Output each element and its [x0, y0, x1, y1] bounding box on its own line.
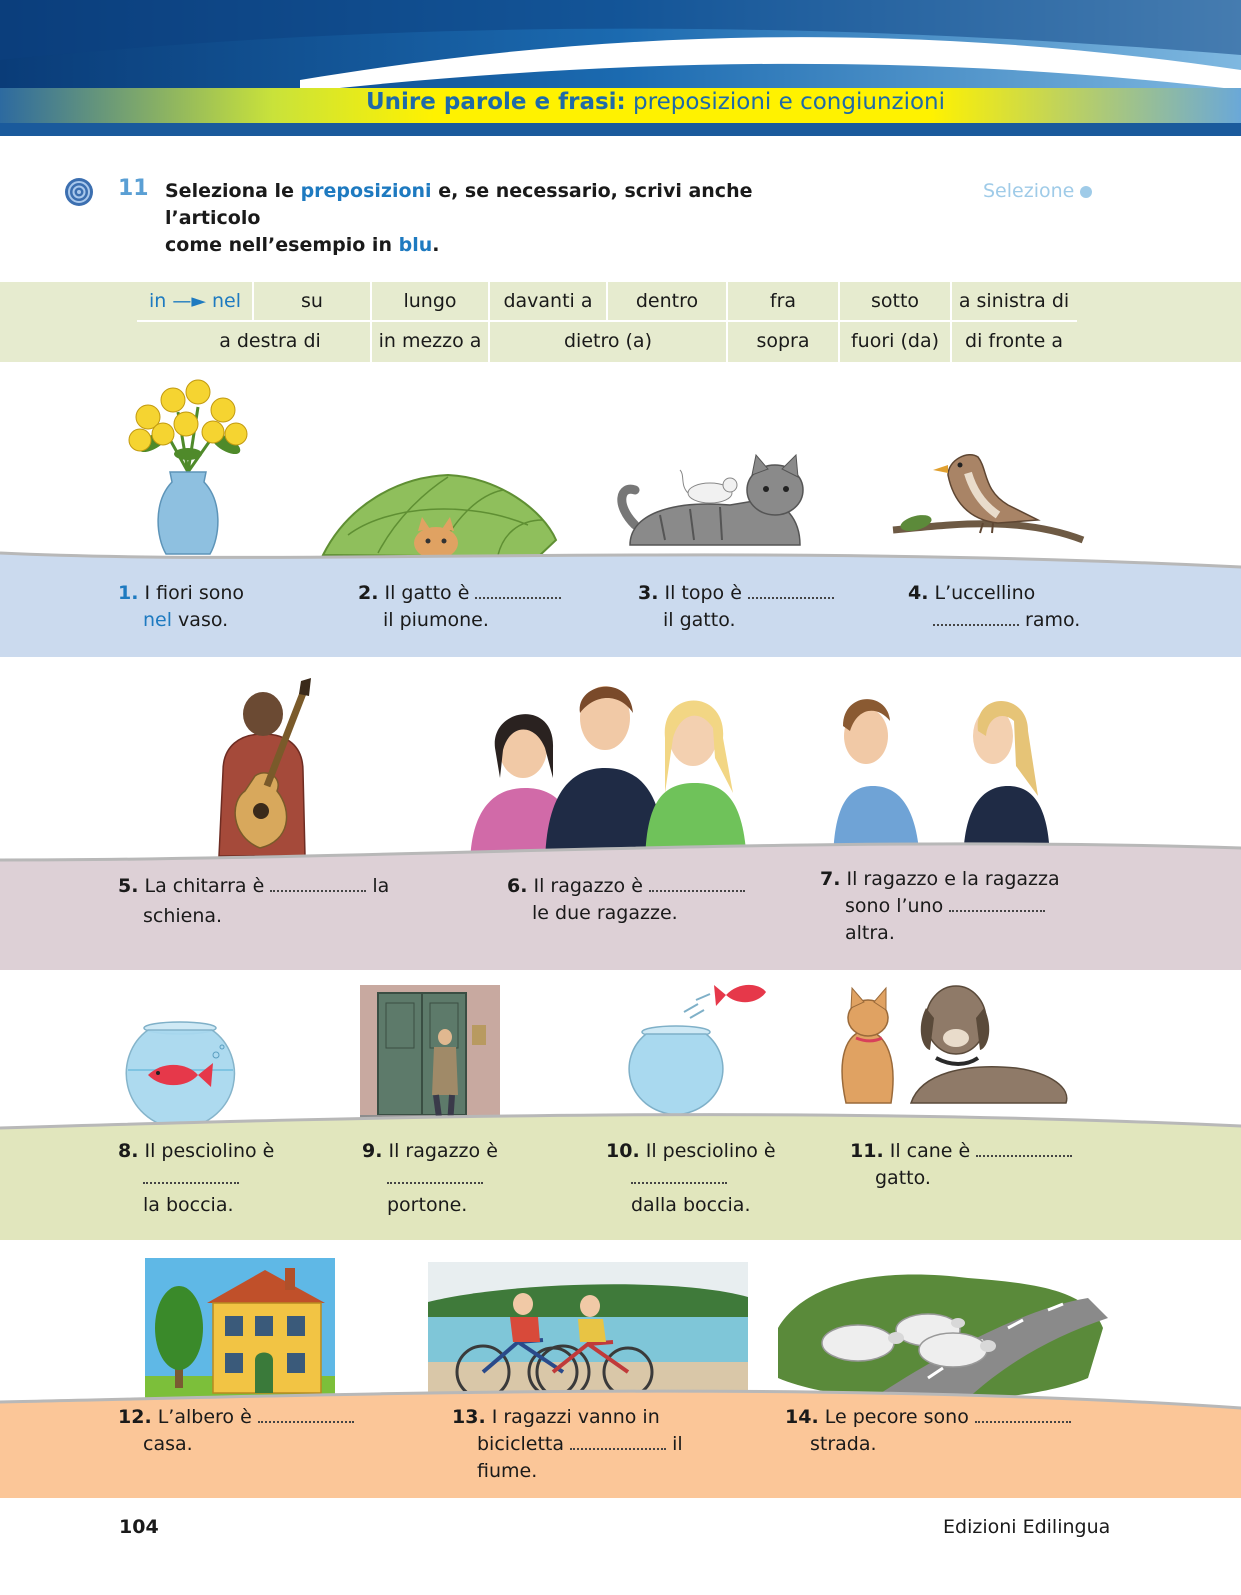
word-sotto[interactable]: sotto — [870, 290, 920, 312]
item-text: Il topo è — [664, 582, 742, 604]
item-text: portone. — [387, 1194, 468, 1216]
item-11 — [850, 1138, 1072, 1192]
item-number: 11. — [850, 1140, 884, 1162]
selection-label: Selezione — [983, 180, 1075, 202]
word-label: nel — [212, 290, 242, 312]
item-text: bicicletta — [477, 1433, 565, 1455]
item-text: Le pecore sono — [824, 1406, 969, 1428]
word-su[interactable]: su — [301, 290, 323, 312]
item-number: 1. — [118, 582, 139, 604]
item-text: I ragazzi vanno in — [491, 1406, 660, 1428]
item-number: 10. — [606, 1140, 640, 1162]
item-text: Il pesciolino è — [144, 1140, 275, 1162]
answer-blank[interactable] — [475, 583, 561, 599]
item-number: 13. — [452, 1406, 486, 1428]
arrow-right-icon: —► — [172, 290, 206, 312]
item-number: 6. — [507, 875, 528, 897]
item-text: Il ragazzo e la ragazza — [846, 868, 1060, 890]
instruction-text: e, se necessario, scrivi anche l’articolo — [165, 180, 753, 229]
item-text: casa. — [143, 1433, 193, 1455]
instruction-text: . — [432, 234, 440, 256]
item-number: 7. — [820, 868, 841, 890]
page-title — [366, 89, 945, 115]
publisher-name: Edizioni Edilingua — [943, 1516, 1111, 1538]
title-bold: Unire parole e frasi: — [366, 89, 626, 115]
item-number: 14. — [785, 1406, 819, 1428]
instruction-highlight: blu — [398, 234, 433, 256]
item-number: 8. — [118, 1140, 139, 1162]
answer-blank[interactable] — [570, 1434, 666, 1450]
word-label: in — [148, 290, 167, 312]
item-9 — [362, 1138, 498, 1219]
word-in-nel[interactable] — [140, 282, 250, 321]
word-di-fronte-a[interactable]: di fronte a — [965, 330, 1063, 352]
item-12 — [118, 1404, 354, 1458]
item-number: 2. — [358, 582, 379, 604]
item-text: Il ragazzo è — [388, 1140, 498, 1162]
fish-jumping-out-illustration — [626, 970, 776, 1120]
answer-blank[interactable] — [270, 876, 366, 892]
spiral-icon — [64, 177, 94, 207]
exercise-instruction — [165, 178, 825, 259]
word-dentro[interactable]: dentro — [635, 290, 699, 312]
word-in-mezzo-a[interactable]: in mezzo a — [378, 330, 482, 352]
item-1 — [118, 580, 244, 634]
item-text: Il pesciolino è — [645, 1140, 776, 1162]
instruction-text: come nell’esempio in — [165, 234, 399, 256]
item-3 — [638, 580, 834, 634]
header-banner — [0, 0, 1241, 136]
item-text: L’uccellino — [934, 582, 1036, 604]
item-text: schiena. — [143, 905, 223, 927]
word-bank — [0, 282, 1241, 362]
example-answer: nel — [143, 609, 173, 631]
answer-blank[interactable] — [258, 1407, 354, 1423]
answer-blank[interactable] — [976, 1141, 1072, 1157]
item-5 — [118, 873, 389, 930]
item-number: 12. — [118, 1406, 152, 1428]
cat-and-dog-illustration — [826, 978, 1076, 1108]
answer-blank[interactable] — [975, 1407, 1071, 1423]
item-text: la boccia. — [143, 1194, 234, 1216]
item-text: altra. — [845, 922, 895, 944]
instruction-highlight: preposizioni — [300, 180, 432, 202]
item-text: gatto. — [875, 1167, 931, 1189]
item-text: dalla boccia. — [631, 1194, 751, 1216]
item-8 — [118, 1138, 274, 1219]
item-6 — [507, 873, 745, 927]
item-text: strada. — [810, 1433, 877, 1455]
item-text: sono l’uno — [845, 895, 944, 917]
answer-blank[interactable] — [387, 1168, 483, 1184]
item-10 — [606, 1138, 776, 1219]
word-sopra[interactable]: sopra — [756, 330, 810, 352]
answer-blank[interactable] — [949, 896, 1045, 912]
word-a-sinistra-di[interactable]: a sinistra di — [958, 290, 1070, 312]
item-number: 4. — [908, 582, 929, 604]
item-text: Il gatto è — [384, 582, 470, 604]
item-text: fiume. — [477, 1460, 538, 1482]
item-text: il — [672, 1433, 683, 1455]
word-davanti-a[interactable]: davanti a — [503, 290, 593, 312]
instruction-text: Seleziona le — [165, 180, 301, 202]
word-fra[interactable]: fra — [769, 290, 797, 312]
item-text: I fiori sono — [144, 582, 245, 604]
word-fuori-da[interactable]: fuori (da) — [850, 330, 939, 352]
word-lungo[interactable]: lungo — [403, 290, 457, 312]
item-text: ramo. — [1025, 609, 1081, 631]
item-13 — [452, 1404, 683, 1485]
item-text: le due ragazze. — [532, 902, 678, 924]
word-a-destra-di[interactable]: a destra di — [219, 330, 321, 352]
item-number: 5. — [118, 875, 139, 897]
word-dietro-a[interactable]: dietro (a) — [563, 330, 652, 352]
item-7 — [820, 866, 1060, 947]
answer-blank[interactable] — [933, 610, 1019, 626]
item-text: vaso. — [172, 609, 229, 631]
answer-blank[interactable] — [631, 1168, 727, 1184]
page-number: 104 — [119, 1516, 159, 1538]
selection-tag — [983, 180, 1092, 202]
item-14 — [785, 1404, 1071, 1458]
exercise-number: 11 — [118, 176, 149, 201]
answer-blank[interactable] — [748, 583, 834, 599]
flower-vase-illustration — [118, 372, 258, 562]
dot-icon — [1080, 186, 1092, 198]
item-4 — [908, 580, 1080, 634]
cat-with-mouse-illustration — [610, 445, 810, 560]
item-text: il piumone. — [383, 609, 489, 631]
bird-on-branch-illustration — [888, 445, 1088, 555]
item-text: L’albero è — [157, 1406, 252, 1428]
item-text: Il ragazzo è — [533, 875, 643, 897]
title-regular: preposizioni e congiunzioni — [625, 89, 946, 115]
answer-blank[interactable] — [143, 1168, 239, 1184]
item-text: Il cane è — [889, 1140, 971, 1162]
item-text: il gatto. — [663, 609, 736, 631]
item-number: 9. — [362, 1140, 383, 1162]
item-number: 3. — [638, 582, 659, 604]
item-text: la — [372, 875, 390, 897]
item-text: La chitarra è — [144, 875, 265, 897]
answer-blank[interactable] — [649, 876, 745, 892]
item-2 — [358, 580, 561, 634]
